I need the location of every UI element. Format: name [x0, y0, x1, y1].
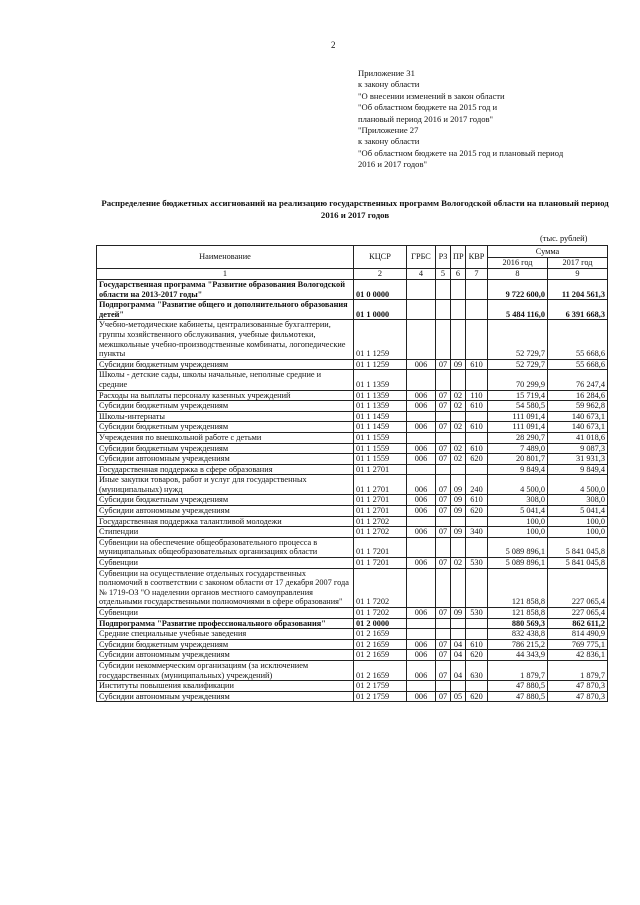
row-sum-2017: 47 870,3: [548, 691, 608, 702]
row-sum-2017: 227 065,4: [548, 568, 608, 607]
row-sum-2017: 9 087,3: [548, 443, 608, 454]
row-grbs: [407, 370, 436, 390]
row-pr: 04: [451, 650, 466, 661]
row-kvr: 610: [466, 401, 488, 412]
row-pr: [451, 432, 466, 443]
appendix-line: плановый период 2016 и 2017 годов": [358, 113, 494, 124]
row-grbs: [407, 516, 436, 527]
col-number: 9: [548, 269, 608, 280]
table-row: [97, 639, 608, 650]
row-kvr: [466, 618, 488, 629]
row-name: Институты повышения квалификации: [97, 681, 354, 692]
row-pr: 02: [451, 558, 466, 569]
row-grbs: [407, 464, 436, 475]
appendix-line: "Об областном бюджете на 2015 год и: [358, 102, 498, 113]
row-name: Государственная поддержка талантливой молодежи: [97, 516, 354, 527]
row-grbs: 006: [407, 422, 436, 433]
page-number: 2: [331, 40, 336, 50]
table-row: [97, 370, 608, 390]
row-pr: 09: [451, 527, 466, 538]
table-row: [97, 432, 608, 443]
row-pr: 02: [451, 443, 466, 454]
table-row: [97, 443, 608, 454]
table-row: [97, 629, 608, 640]
row-sum-2016: 121 858,8: [488, 608, 548, 619]
row-kcsr: 01 1 7202: [354, 608, 407, 619]
row-kvr: 610: [466, 443, 488, 454]
row-kvr: 240: [466, 475, 488, 495]
row-kcsr: 01 1 2701: [354, 495, 407, 506]
row-grbs: 006: [407, 691, 436, 702]
row-pr: [451, 370, 466, 390]
row-sum-2016: 15 719,4: [488, 390, 548, 401]
col-number: 5: [436, 269, 451, 280]
row-kvr: 530: [466, 558, 488, 569]
row-pr: 09: [451, 495, 466, 506]
row-kcsr: 01 0 0000: [354, 280, 407, 300]
row-rz: [436, 300, 451, 320]
table-row: [97, 650, 608, 661]
row-rz: [436, 516, 451, 527]
row-name: Иные закупки товаров, работ и услуг для государственных (муниципальных) нужд: [97, 475, 354, 495]
row-rz: 07: [436, 558, 451, 569]
table-row: [97, 422, 608, 433]
col-number: 6: [451, 269, 466, 280]
row-kvr: [466, 681, 488, 692]
row-name: Школы - детские сады, школы начальные, неполные средние и средние: [97, 370, 354, 390]
row-grbs: [407, 320, 436, 359]
row-sum-2016: 28 290,7: [488, 432, 548, 443]
table-row: [97, 475, 608, 495]
row-sum-2017: 47 870,3: [548, 681, 608, 692]
row-kcsr: 01 1 2701: [354, 506, 407, 517]
row-kcsr: 01 1 1459: [354, 411, 407, 422]
row-kcsr: 01 1 2702: [354, 527, 407, 538]
row-kvr: 610: [466, 422, 488, 433]
row-grbs: 006: [407, 527, 436, 538]
row-pr: 09: [451, 475, 466, 495]
table-row: [97, 608, 608, 619]
row-kvr: [466, 568, 488, 607]
row-sum-2016: 47 880,5: [488, 681, 548, 692]
appendix-line: Приложение 31: [358, 68, 415, 78]
row-sum-2016: 5 041,4: [488, 506, 548, 517]
row-pr: 02: [451, 401, 466, 412]
row-grbs: 006: [407, 558, 436, 569]
col-number: 4: [407, 269, 436, 280]
row-sum-2017: 227 065,4: [548, 608, 608, 619]
row-kvr: 620: [466, 650, 488, 661]
appendix-line: 2016 и 2017 годов": [358, 159, 428, 170]
row-kvr: 620: [466, 454, 488, 465]
row-kcsr: 01 1 1359: [354, 401, 407, 412]
row-kcsr: 01 1 1359: [354, 390, 407, 401]
row-kvr: [466, 537, 488, 557]
row-sum-2016: 308,0: [488, 495, 548, 506]
row-kvr: [466, 370, 488, 390]
row-sum-2017: 31 931,3: [548, 454, 608, 465]
row-name: Государственная поддержка в сфере образования: [97, 464, 354, 475]
row-sum-2017: 9 849,4: [548, 464, 608, 475]
table-row: [97, 401, 608, 412]
row-name: Субсидии автономным учреждениям: [97, 454, 354, 465]
row-rz: [436, 629, 451, 640]
row-kvr: [466, 629, 488, 640]
row-sum-2017: 42 836,1: [548, 650, 608, 661]
row-sum-2017: 5 841 045,8: [548, 558, 608, 569]
row-kvr: [466, 280, 488, 300]
row-kcsr: 01 1 1559: [354, 443, 407, 454]
row-pr: [451, 320, 466, 359]
row-grbs: 006: [407, 443, 436, 454]
row-pr: [451, 516, 466, 527]
row-pr: [451, 568, 466, 607]
table-row: [97, 320, 608, 359]
table-row: [97, 691, 608, 702]
row-rz: [436, 280, 451, 300]
header-pr: ПР: [451, 246, 466, 269]
row-grbs: 006: [407, 608, 436, 619]
row-sum-2017: 5 041,4: [548, 506, 608, 517]
column-number-row: [97, 269, 608, 280]
row-kcsr: 01 2 1659: [354, 629, 407, 640]
row-pr: 09: [451, 359, 466, 370]
row-kcsr: 01 1 1259: [354, 320, 407, 359]
row-sum-2016: 20 801,7: [488, 454, 548, 465]
row-name: Расходы на выплаты персоналу казенных учреждений: [97, 390, 354, 401]
row-pr: [451, 464, 466, 475]
row-kcsr: 01 1 1559: [354, 432, 407, 443]
row-kcsr: 01 1 2702: [354, 516, 407, 527]
row-name: Учреждения по внешкольной работе с детьми: [97, 432, 354, 443]
row-rz: [436, 537, 451, 557]
row-rz: 07: [436, 660, 451, 680]
row-sum-2016: 100,0: [488, 527, 548, 538]
row-sum-2017: 308,0: [548, 495, 608, 506]
row-grbs: [407, 618, 436, 629]
row-pr: 02: [451, 390, 466, 401]
table-row: [97, 568, 608, 607]
table-row: [97, 537, 608, 557]
row-sum-2017: 4 500,0: [548, 475, 608, 495]
row-sum-2016: 5 089 896,1: [488, 537, 548, 557]
table-row: [97, 516, 608, 527]
row-grbs: 006: [407, 359, 436, 370]
appendix-line: к закону области: [358, 79, 420, 90]
row-sum-2016: 111 091,4: [488, 422, 548, 433]
row-kcsr: 01 1 7202: [354, 568, 407, 607]
row-kvr: [466, 320, 488, 359]
header-2016: 2016 год: [488, 258, 548, 269]
row-name: Средние специальные учебные заведения: [97, 629, 354, 640]
row-rz: 07: [436, 506, 451, 517]
row-sum-2017: 41 018,6: [548, 432, 608, 443]
row-grbs: [407, 280, 436, 300]
row-sum-2016: 47 880,5: [488, 691, 548, 702]
row-rz: [436, 370, 451, 390]
row-kvr: 110: [466, 390, 488, 401]
header-name: Наименование: [97, 246, 354, 269]
header-grbs: ГРБС: [407, 246, 436, 269]
row-grbs: 006: [407, 660, 436, 680]
row-kcsr: 01 1 2701: [354, 464, 407, 475]
row-rz: 07: [436, 495, 451, 506]
row-grbs: 006: [407, 475, 436, 495]
row-sum-2017: 814 490,9: [548, 629, 608, 640]
appendix-reference: [358, 68, 618, 171]
row-pr: [451, 629, 466, 640]
row-kcsr: 01 2 1759: [354, 691, 407, 702]
table-row: [97, 527, 608, 538]
row-kcsr: 01 2 1659: [354, 639, 407, 650]
row-sum-2016: 5 089 896,1: [488, 558, 548, 569]
table-row: [97, 464, 608, 475]
row-rz: 07: [436, 454, 451, 465]
appendix-line: "О внесении изменений в закон области: [358, 90, 505, 101]
row-sum-2016: 880 569,3: [488, 618, 548, 629]
row-sum-2017: 100,0: [548, 527, 608, 538]
row-name: Субвенции на осуществление отдельных государственных полномочий в соответствии с законом области от 17 декабря 2007 года № 1719-ОЗ "О наделении органов местного самоуправления отдельными государственными полномочиями в сфере образования": [97, 568, 354, 607]
row-sum-2016: 5 484 116,0: [488, 300, 548, 320]
row-grbs: 006: [407, 390, 436, 401]
row-rz: [436, 464, 451, 475]
row-kvr: 610: [466, 639, 488, 650]
row-grbs: 006: [407, 454, 436, 465]
row-kcsr: 01 1 1259: [354, 359, 407, 370]
row-rz: 07: [436, 639, 451, 650]
row-sum-2017: 862 611,2: [548, 618, 608, 629]
row-sum-2017: 1 879,7: [548, 660, 608, 680]
row-pr: 02: [451, 454, 466, 465]
row-kvr: [466, 464, 488, 475]
row-sum-2016: 786 215,2: [488, 639, 548, 650]
row-rz: 07: [436, 401, 451, 412]
row-rz: [436, 681, 451, 692]
row-sum-2016: 1 879,7: [488, 660, 548, 680]
row-name: Субсидии автономным учреждениям: [97, 691, 354, 702]
table-row: [97, 300, 608, 320]
row-kcsr: 01 1 1559: [354, 454, 407, 465]
row-name: Субсидии некоммерческим организациям (за исключением государственных (муниципальных) учреждений): [97, 660, 354, 680]
table-row: [97, 359, 608, 370]
table-row: [97, 390, 608, 401]
row-pr: 02: [451, 422, 466, 433]
header-sum: Сумма: [488, 246, 608, 258]
row-grbs: [407, 411, 436, 422]
col-number: 8: [488, 269, 548, 280]
row-sum-2017: 140 673,1: [548, 422, 608, 433]
row-kvr: 340: [466, 527, 488, 538]
table-row: [97, 454, 608, 465]
row-pr: [451, 681, 466, 692]
row-rz: 07: [436, 691, 451, 702]
col-number: 7: [466, 269, 488, 280]
row-sum-2016: 54 580,5: [488, 401, 548, 412]
row-pr: 05: [451, 691, 466, 702]
row-sum-2016: 121 858,8: [488, 568, 548, 607]
row-kvr: [466, 300, 488, 320]
row-kcsr: 01 1 7201: [354, 558, 407, 569]
table-row: [97, 280, 608, 300]
row-rz: [436, 568, 451, 607]
row-sum-2017: 55 668,6: [548, 359, 608, 370]
row-pr: [451, 618, 466, 629]
row-kvr: [466, 516, 488, 527]
row-grbs: [407, 681, 436, 692]
row-sum-2016: 52 729,7: [488, 359, 548, 370]
row-name: Субсидии автономным учреждениям: [97, 650, 354, 661]
row-pr: 09: [451, 506, 466, 517]
document-title: Распределение бюджетных ассигнований на реализацию государственных программ Вологодской области на плановый период 2016 и 2017 годов: [101, 198, 609, 220]
table-row: [97, 411, 608, 422]
row-grbs: 006: [407, 495, 436, 506]
row-grbs: [407, 568, 436, 607]
row-rz: [436, 618, 451, 629]
row-kcsr: 01 1 2701: [354, 475, 407, 495]
row-sum-2016: 4 500,0: [488, 475, 548, 495]
row-sum-2017: 16 284,6: [548, 390, 608, 401]
row-rz: 07: [436, 390, 451, 401]
row-sum-2016: 52 729,7: [488, 320, 548, 359]
row-sum-2016: 100,0: [488, 516, 548, 527]
row-grbs: 006: [407, 650, 436, 661]
row-kcsr: 01 2 1659: [354, 660, 407, 680]
row-sum-2016: 111 091,4: [488, 411, 548, 422]
row-sum-2016: 70 299,9: [488, 370, 548, 390]
row-sum-2017: 5 841 045,8: [548, 537, 608, 557]
row-kvr: 620: [466, 506, 488, 517]
row-name: Подпрограмма "Развитие общего и дополнительного образования детей": [97, 300, 354, 320]
row-sum-2017: 59 962,8: [548, 401, 608, 412]
header-kvr: КВР: [466, 246, 488, 269]
row-rz: [436, 432, 451, 443]
row-name: Субвенции: [97, 608, 354, 619]
row-kvr: 610: [466, 495, 488, 506]
row-name: Субсидии бюджетным учреждениям: [97, 495, 354, 506]
row-sum-2017: 140 673,1: [548, 411, 608, 422]
row-rz: 07: [436, 527, 451, 538]
row-sum-2017: 6 391 668,3: [548, 300, 608, 320]
row-rz: 07: [436, 443, 451, 454]
row-grbs: [407, 432, 436, 443]
row-grbs: [407, 537, 436, 557]
row-pr: 04: [451, 639, 466, 650]
row-kvr: 610: [466, 359, 488, 370]
row-pr: [451, 280, 466, 300]
row-rz: [436, 411, 451, 422]
table-row: [97, 660, 608, 680]
appendix-line: к закону области: [358, 136, 420, 147]
row-grbs: [407, 300, 436, 320]
table-row: [97, 506, 608, 517]
row-name: Государственная программа "Развитие образования Вологодской области на 2013-2017 годы": [97, 280, 354, 300]
header-rz: РЗ: [436, 246, 451, 269]
row-name: Субсидии бюджетным учреждениям: [97, 359, 354, 370]
row-grbs: 006: [407, 401, 436, 412]
col-number: 1: [97, 269, 354, 280]
row-kvr: [466, 432, 488, 443]
row-sum-2016: 44 343,9: [488, 650, 548, 661]
row-rz: 07: [436, 608, 451, 619]
row-rz: [436, 320, 451, 359]
table-row: [97, 618, 608, 629]
row-kvr: 530: [466, 608, 488, 619]
row-kcsr: 01 2 1659: [354, 650, 407, 661]
row-pr: [451, 537, 466, 557]
budget-table: [96, 245, 608, 702]
row-sum-2016: 7 489,0: [488, 443, 548, 454]
row-sum-2017: 11 204 561,3: [548, 280, 608, 300]
row-sum-2017: 769 775,1: [548, 639, 608, 650]
row-kcsr: 01 1 1359: [354, 370, 407, 390]
units-label: (тыс. рублей): [540, 234, 588, 243]
row-kcsr: 01 1 1459: [354, 422, 407, 433]
appendix-line: "Об областном бюджете на 2015 год и плановый период: [358, 147, 564, 158]
header-2017: 2017 год: [548, 258, 608, 269]
row-pr: [451, 411, 466, 422]
row-grbs: 006: [407, 506, 436, 517]
row-rz: 07: [436, 359, 451, 370]
row-name: Субсидии автономным учреждениям: [97, 506, 354, 517]
row-rz: 07: [436, 475, 451, 495]
row-name: Субвенции на обеспечение общеобразовательного процесса в муниципальных общеобразовательных организациях области: [97, 537, 354, 557]
row-sum-2017: 55 668,6: [548, 320, 608, 359]
row-sum-2017: 76 247,4: [548, 370, 608, 390]
row-rz: 07: [436, 650, 451, 661]
table-row: [97, 681, 608, 692]
row-name: Подпрограмма "Развитие профессионального образования": [97, 618, 354, 629]
row-pr: 09: [451, 608, 466, 619]
row-name: Субвенции: [97, 558, 354, 569]
row-sum-2016: 832 438,8: [488, 629, 548, 640]
row-rz: 07: [436, 422, 451, 433]
row-kcsr: 01 1 7201: [354, 537, 407, 557]
row-name: Субсидии бюджетным учреждениям: [97, 401, 354, 412]
appendix-line: "Приложение 27: [358, 125, 419, 136]
row-name: Школы-интернаты: [97, 411, 354, 422]
row-kcsr: 01 2 0000: [354, 618, 407, 629]
row-kvr: [466, 411, 488, 422]
row-grbs: [407, 629, 436, 640]
table-row: [97, 558, 608, 569]
row-sum-2016: 9 722 600,0: [488, 280, 548, 300]
row-name: Субсидии бюджетным учреждениям: [97, 639, 354, 650]
row-sum-2017: 100,0: [548, 516, 608, 527]
row-name: Стипендии: [97, 527, 354, 538]
col-number: 2: [354, 269, 407, 280]
row-name: Учебно-методические кабинеты, централизованные бухгалтерии, группы хозяйственного обслуживания, учебные фильмотеки, межшкольные учебно-производственные комбинаты, логопедические пункты: [97, 320, 354, 359]
table-row: [97, 495, 608, 506]
row-kvr: 620: [466, 691, 488, 702]
row-grbs: 006: [407, 639, 436, 650]
row-kvr: 630: [466, 660, 488, 680]
row-pr: 04: [451, 660, 466, 680]
row-name: Субсидии бюджетным учреждениям: [97, 443, 354, 454]
row-name: Субсидии бюджетным учреждениям: [97, 422, 354, 433]
row-kcsr: 01 1 0000: [354, 300, 407, 320]
row-sum-2016: 9 849,4: [488, 464, 548, 475]
row-pr: [451, 300, 466, 320]
header-kcsr: КЦСР: [354, 246, 407, 269]
row-kcsr: 01 2 1759: [354, 681, 407, 692]
